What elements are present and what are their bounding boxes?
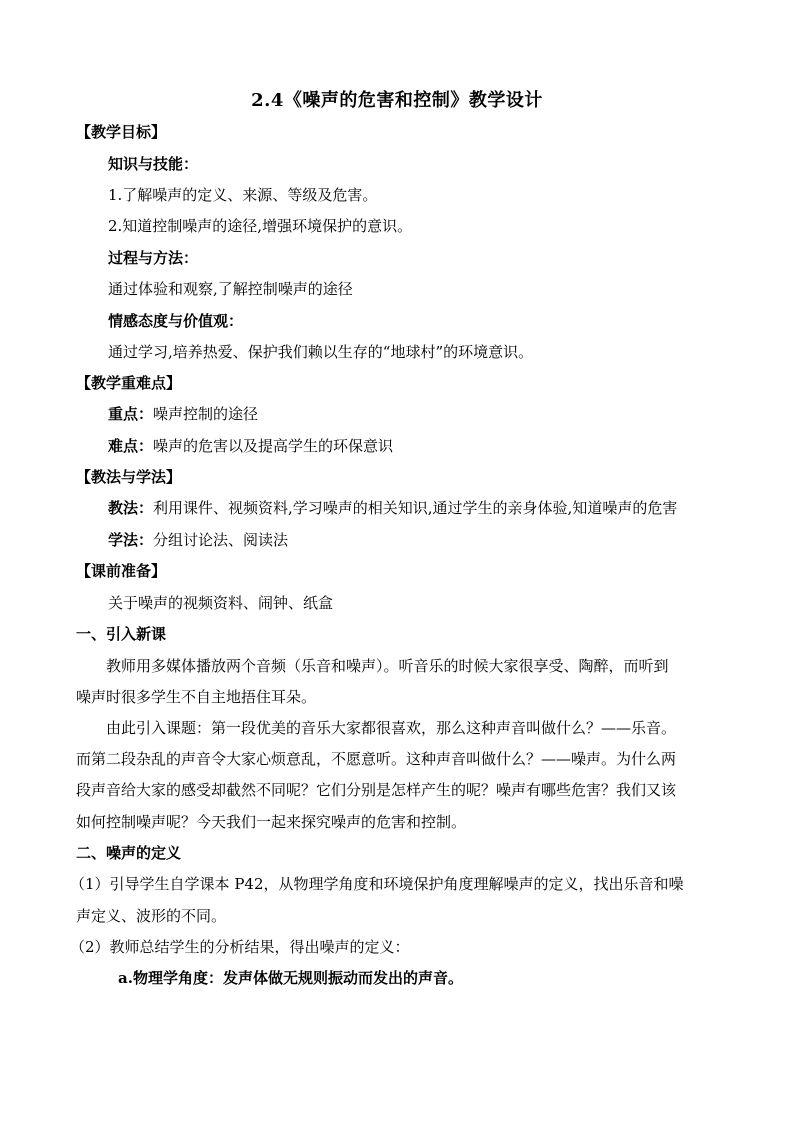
prep-text: 关于噪声的视频资料、闹钟、纸盒	[108, 594, 334, 612]
teach-method-row	[108, 498, 677, 518]
difficult-point-row	[108, 436, 393, 456]
key-text: 噪声控制的途径	[153, 405, 259, 423]
intro-paragraph-2-line-4: 如何控制噪声呢？今天我们一起来探究噪声的危害和控制。	[76, 813, 467, 831]
intro-paragraph-2-line-1: 由此引入课题：第一段优美的音乐大家都很喜欢，那么这种声音叫做什么？——乐音。	[106, 719, 677, 737]
knowledge-label: 知识与技能：	[108, 155, 199, 173]
knowledge-item-2: 2.知道控制噪声的途径,增强环境保护的意识。	[108, 217, 413, 235]
intro-paragraph-2-line-3: 段声音给大家的感受却截然不同呢？它们分别是怎样产生的呢？噪声有哪些危害？我们又该	[76, 781, 677, 799]
definition-step-1-line-1: （1）引导学生自学课本 P42，从物理学角度和环境保护角度理解噪声的定义，找出乐音和噪	[70, 875, 684, 893]
learn-label: 学法：	[108, 531, 154, 549]
learn-text: 分组讨论法、阅读法	[153, 531, 289, 549]
intro-paragraph-1-line-2: 噪声时很多学生不自主地捂住耳朵。	[76, 688, 317, 706]
key-point-row	[108, 404, 258, 424]
definition-physics-angle: a.物理学角度：发声体做无规则振动而发出的声音。	[118, 969, 463, 987]
teach-label: 教法：	[108, 499, 154, 517]
process-text: 通过体验和观察,了解控制噪声的途径	[108, 280, 353, 298]
intro-paragraph-2-line-2: 而第二段杂乱的声音令大家心烦意乱，不愿意听。这种声音叫做什么？——噪声。为什么两	[76, 750, 677, 768]
section-heading-intro: 一、引入新课	[76, 625, 167, 643]
section-heading-prep: 【课前准备】	[76, 562, 167, 580]
section-heading-goals: 【教学目标】	[76, 123, 167, 141]
intro-paragraph-1-line-1: 教师用多媒体播放两个音频（乐音和噪声）。听音乐的时候大家很享受、陶醉，而听到	[106, 657, 669, 675]
knowledge-item-1: 1.了解噪声的定义、来源、等级及危害。	[108, 186, 378, 204]
definition-step-2: （2）教师总结学生的分析结果，得出噪声的定义：	[70, 938, 410, 956]
section-heading-key-points: 【教学重难点】	[76, 374, 182, 392]
learn-method-row	[108, 530, 288, 550]
process-label: 过程与方法：	[108, 249, 199, 267]
difficult-text: 噪声的危害以及提高学生的环保意识	[153, 437, 394, 455]
section-heading-methods: 【教法与学法】	[76, 468, 182, 486]
emotion-label: 情感态度与价值观：	[108, 312, 244, 330]
key-label: 重点：	[108, 405, 154, 423]
teach-text: 利用课件、视频资料,学习噪声的相关知识,通过学生的亲身体验,知道噪声的危害	[153, 499, 678, 517]
section-heading-definition: 二、噪声的定义	[76, 844, 182, 862]
definition-step-1-line-2: 声定义、波形的不同。	[76, 907, 227, 925]
document-title: 2.4《噪声的危害和控制》教学设计	[251, 90, 543, 111]
difficult-label: 难点：	[108, 437, 154, 455]
emotion-text: 通过学习,培养热爱、保护我们赖以生存的“地球村”的环境意识。	[108, 343, 534, 361]
